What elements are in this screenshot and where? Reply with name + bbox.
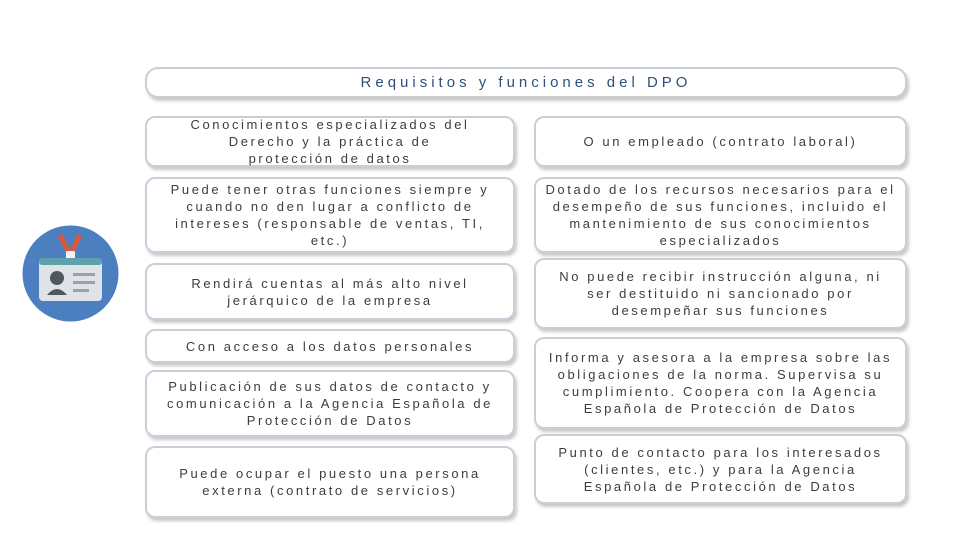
left-box-6: Puede ocupar el puesto una persona externa (contrato de servicios) (145, 446, 515, 518)
right-box-2: Dotado de los recursos necesarios para el desempeño de sus funciones, incluido el mantenimiento de sus conocimientos especializados (534, 177, 907, 253)
right-box-5: Punto de contacto para los interesados (clientes, etc.) y para la Agencia Española de Protección de Datos (534, 434, 907, 504)
left-box-2: Puede tener otras funciones siempre y cuando no den lugar a conflicto de intereses (responsable de ventas, TI, etc.) (145, 177, 515, 253)
left-box-5: Publicación de sus datos de contacto y comunicación a la Agencia Española de Protección de Datos (145, 370, 515, 437)
diagram-title: Requisitos y funciones del DPO (145, 67, 907, 98)
left-box-3: Rendirá cuentas al más alto nivel jerárquico de la empresa (145, 263, 515, 320)
left-box-4: Con acceso a los datos personales (145, 329, 515, 363)
left-box-1: Conocimientos especializados del Derecho y la práctica de protección de datos (145, 116, 515, 167)
id-badge-icon (22, 225, 119, 322)
right-box-3: No puede recibir instrucción alguna, ni ser destituido ni sancionado por desempeñar sus funciones (534, 258, 907, 329)
right-box-1: O un empleado (contrato laboral) (534, 116, 907, 167)
right-box-4: Informa y asesora a la empresa sobre las obligaciones de la norma. Supervisa su cumplimiento. Coopera con la Agencia Española de Protección de Datos (534, 337, 907, 429)
